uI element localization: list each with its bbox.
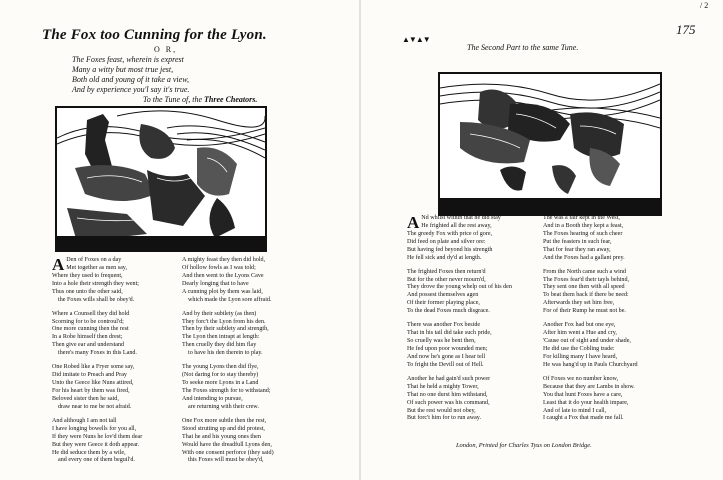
verse-line: to have his den therein to play. bbox=[188, 350, 263, 357]
verse-line: Where a Counsell they did hold bbox=[52, 310, 130, 317]
left-column-1 bbox=[52, 257, 176, 472]
verse-line: Scorning for to be controul'd; bbox=[52, 318, 124, 325]
subtitle-line: The Foxes feast, wherein is exprest bbox=[72, 55, 184, 64]
verse-line: A mighty feast they then did hold, bbox=[182, 257, 266, 263]
verse-line: He fell sick and dy'd at length. bbox=[407, 254, 482, 261]
stanza bbox=[182, 418, 312, 465]
woodcut-illustration bbox=[57, 108, 265, 250]
verse-line: To seeke more Lyons in a Land bbox=[182, 380, 259, 387]
verse-line: From the North came such a wind bbox=[543, 268, 626, 275]
stanza bbox=[52, 311, 176, 358]
stanza bbox=[182, 257, 312, 304]
tune-name: Three Cheators. bbox=[204, 95, 258, 104]
verse-line: There was another Fox beside bbox=[407, 322, 481, 329]
verse-line: Then give ear and understand bbox=[52, 342, 125, 349]
verse-line: They forc't the Lyon from his den. bbox=[182, 318, 266, 325]
verse-line: But forc't him for to run away. bbox=[407, 415, 481, 422]
verse-line: The Foxes fear'd their tayls behind, bbox=[543, 276, 630, 283]
verse-line: And although I am not tall bbox=[52, 417, 117, 424]
verse-line: Of Foxes we no number know, bbox=[543, 375, 619, 382]
ballad-title: The Fox too Cunning for the Lyon. bbox=[42, 27, 267, 43]
left-woodcut bbox=[55, 106, 267, 252]
verse-line: And possest themselves agen bbox=[407, 292, 479, 299]
verse-line: are returning with their crew. bbox=[188, 403, 259, 410]
verse-line: Of such power was his command, bbox=[407, 399, 490, 406]
verse-line: Another he had gain'd such power bbox=[407, 375, 491, 382]
verse-line: Did imitate to Preach and Pray bbox=[52, 372, 127, 379]
verse-line: One Robed like a Fryer some say, bbox=[52, 364, 135, 371]
verse-line: That for fear they ran away, bbox=[543, 246, 611, 253]
verse-line: The Foxes strength for to withstand; bbox=[182, 387, 271, 394]
verse-line: Dearly longing that to have bbox=[182, 280, 249, 287]
tune-line bbox=[143, 95, 257, 104]
verse-line: The greedy Fox with price of gore, bbox=[407, 230, 493, 237]
stanza bbox=[407, 322, 541, 369]
folio-number: 175 bbox=[676, 22, 696, 37]
verse-line: To the dead Foxes much disgrace. bbox=[407, 308, 490, 315]
subtitle-line: Both old and young of it take a view, bbox=[72, 75, 189, 84]
corner-mark: / 2 bbox=[700, 1, 709, 10]
verse-line: So cruelly was he bent then, bbox=[407, 338, 476, 345]
verse-line: Of hollow fowls as I was told; bbox=[182, 264, 256, 271]
verse-line: He was hang'd up in Pauls Churchyard bbox=[543, 361, 638, 368]
verse-line: Did feed on plate and silver ore: bbox=[407, 238, 486, 245]
verse-line: That no one durst him withstand, bbox=[407, 391, 488, 398]
verse-line: For killing many I have heard, bbox=[543, 353, 618, 360]
verse-line: Put the feasters in such fear, bbox=[543, 238, 612, 245]
verse-line: But for the other never mourn'd, bbox=[407, 276, 486, 283]
verse-line: The Lyon then intrapt at length: bbox=[182, 334, 260, 341]
verse-line: Afterwards they set him free, bbox=[543, 300, 615, 307]
verse-line: Of their former playing place, bbox=[407, 300, 480, 307]
verse-line: That he and his young ones then bbox=[182, 433, 261, 440]
subtitle-line: Many a witty but most true jest, bbox=[72, 65, 174, 74]
verse-line: For of their Rump he must not be. bbox=[543, 308, 626, 315]
stanza bbox=[52, 418, 176, 465]
stanza bbox=[407, 215, 541, 262]
verse-line: One Fox more subtle then the rest, bbox=[182, 417, 267, 424]
verse-line: You that hunt Foxes have a care, bbox=[543, 391, 623, 398]
verse-line: That in his tail did take such pride, bbox=[407, 330, 492, 337]
verse-line: the Foxes wills shall be obey'd. bbox=[58, 296, 135, 303]
verse-line: But having fed beyond his strength bbox=[407, 246, 493, 253]
verse-line: Least that it do your health impare, bbox=[543, 399, 629, 406]
stanza bbox=[543, 269, 693, 316]
right-column-2 bbox=[543, 215, 693, 430]
verse-line: Nd whilst within that he did stay bbox=[421, 215, 501, 221]
right-column-1 bbox=[407, 215, 541, 430]
verse-line: But the rest would not obey, bbox=[407, 407, 476, 414]
verse-line: To beat them back if there be need: bbox=[543, 292, 629, 299]
verse-line: With one consent perforce (they said) bbox=[182, 449, 274, 456]
stanza bbox=[182, 364, 312, 411]
stanza bbox=[407, 376, 541, 423]
second-part-title: The Second Part to the same Tune. bbox=[467, 43, 579, 52]
verse-line: Would have the dreadfull Lyons den, bbox=[182, 441, 272, 448]
right-woodcut bbox=[438, 72, 662, 216]
verse-line: They sent one then with all speed bbox=[543, 284, 625, 291]
verse-line: Into a hole their strength they went; bbox=[52, 280, 139, 287]
verse-line: draw near to me be not afraid. bbox=[58, 403, 132, 410]
verse-line: And intending to pursue, bbox=[182, 395, 243, 402]
verse-line: Met together as men say, bbox=[66, 264, 127, 271]
verse-line: He fed upon poor wounded men; bbox=[407, 345, 488, 352]
ballad-subtitle bbox=[72, 55, 189, 95]
drop-cap: A bbox=[407, 213, 420, 232]
page-fold bbox=[359, 0, 361, 480]
stanza bbox=[543, 376, 693, 423]
stanza bbox=[407, 269, 541, 316]
verse-line: In a Robe himself then drest; bbox=[52, 334, 123, 341]
verse-line: That he held a mighty Tower, bbox=[407, 383, 479, 390]
stanza bbox=[52, 364, 176, 411]
verse-line: Because that they are Lambs in show. bbox=[543, 383, 635, 390]
verse-line: The was a fair kept in the West, bbox=[543, 215, 620, 221]
verse-line: He frighted all the rest away, bbox=[421, 222, 492, 229]
left-column-2 bbox=[182, 257, 312, 472]
verse-line: And now he's gone as I hear tell bbox=[407, 353, 486, 360]
verse-line: And of late to mind I call, bbox=[543, 407, 607, 414]
verse-line: But they were Geece it doth appear. bbox=[52, 441, 140, 448]
printer-imprint: London, Printed for Charles Tyus on London Bridge. bbox=[456, 442, 592, 449]
verse-line: Where they used to frequent, bbox=[52, 272, 123, 279]
verse-line: He did seduce them by a wile, bbox=[52, 449, 126, 456]
verse-line: For his heart by them was fired, bbox=[52, 387, 130, 394]
verse-line: there's many Foxes in this Land. bbox=[58, 350, 137, 357]
verse-line: Unto the Geece like Nuns attired, bbox=[52, 380, 134, 387]
stanza bbox=[543, 215, 693, 262]
verse-line: The Foxes hearing of such cheer bbox=[543, 230, 623, 237]
verse-line: A cunning plot by them was laid, bbox=[182, 288, 263, 295]
verse-line: Another Fox had but one eye, bbox=[543, 322, 616, 329]
ballad-or: O R, bbox=[154, 45, 178, 54]
verse-line: Then by their subtlety and strength, bbox=[182, 326, 269, 333]
verse-line: and every one of them beguil'd. bbox=[58, 457, 135, 464]
verse-line: They drove the young whelp out of his den bbox=[407, 284, 512, 291]
verse-line: which made the Lyon sore affraid. bbox=[188, 296, 272, 303]
verse-line: (Not daring for to stay thereby) bbox=[182, 372, 259, 379]
verse-line: To fright the Devill out of Hell. bbox=[407, 361, 484, 368]
stanza bbox=[52, 257, 176, 304]
verse-line: He did use the Cobling trade: bbox=[543, 345, 615, 352]
verse-line: Then cruelly they did him flay bbox=[182, 342, 257, 349]
verse-line: 'Cause out of sight and under shade, bbox=[543, 338, 631, 345]
verse-line: The young Lyons then did flye, bbox=[182, 364, 259, 371]
verse-line: Stood strutting up and did protest, bbox=[182, 425, 265, 432]
verse-line: Beloved sister then he said, bbox=[52, 395, 119, 402]
verse-line: One more cunning then the rest bbox=[52, 326, 129, 333]
verse-line: I caught a Fox that made me fall. bbox=[543, 415, 624, 422]
stanza bbox=[182, 311, 312, 358]
verse-line: And the Foxes had a gallant prey. bbox=[543, 254, 625, 261]
ornament-mark: ▲▼▲▼ bbox=[402, 35, 430, 44]
woodcut-illustration bbox=[440, 74, 660, 214]
drop-cap: A bbox=[52, 255, 65, 274]
verse-line: I have longing bowells for you all, bbox=[52, 425, 137, 432]
verse-line: And by their subtlety (as then) bbox=[182, 310, 257, 317]
verse-line: Den of Foxes on a day bbox=[66, 257, 122, 263]
verse-line: this Foxes will must be obey'd, bbox=[188, 457, 264, 464]
verse-line: And in a Booth they kept a feast, bbox=[543, 222, 624, 229]
verse-line: And then went to the Lyons Cave bbox=[182, 272, 264, 279]
verse-line: Thus one unto the other said, bbox=[52, 288, 123, 295]
verse-line: The frighted Foxes then return'd bbox=[407, 268, 486, 275]
tune-prefix: To the Tune of, the bbox=[143, 95, 203, 104]
stanza bbox=[543, 322, 693, 369]
verse-line: If they were Nuns he lov'd them dear bbox=[52, 433, 143, 440]
subtitle-line: And by experience you'l say it's true. bbox=[72, 85, 190, 94]
verse-line: After him went a Hue and cry, bbox=[543, 330, 617, 337]
